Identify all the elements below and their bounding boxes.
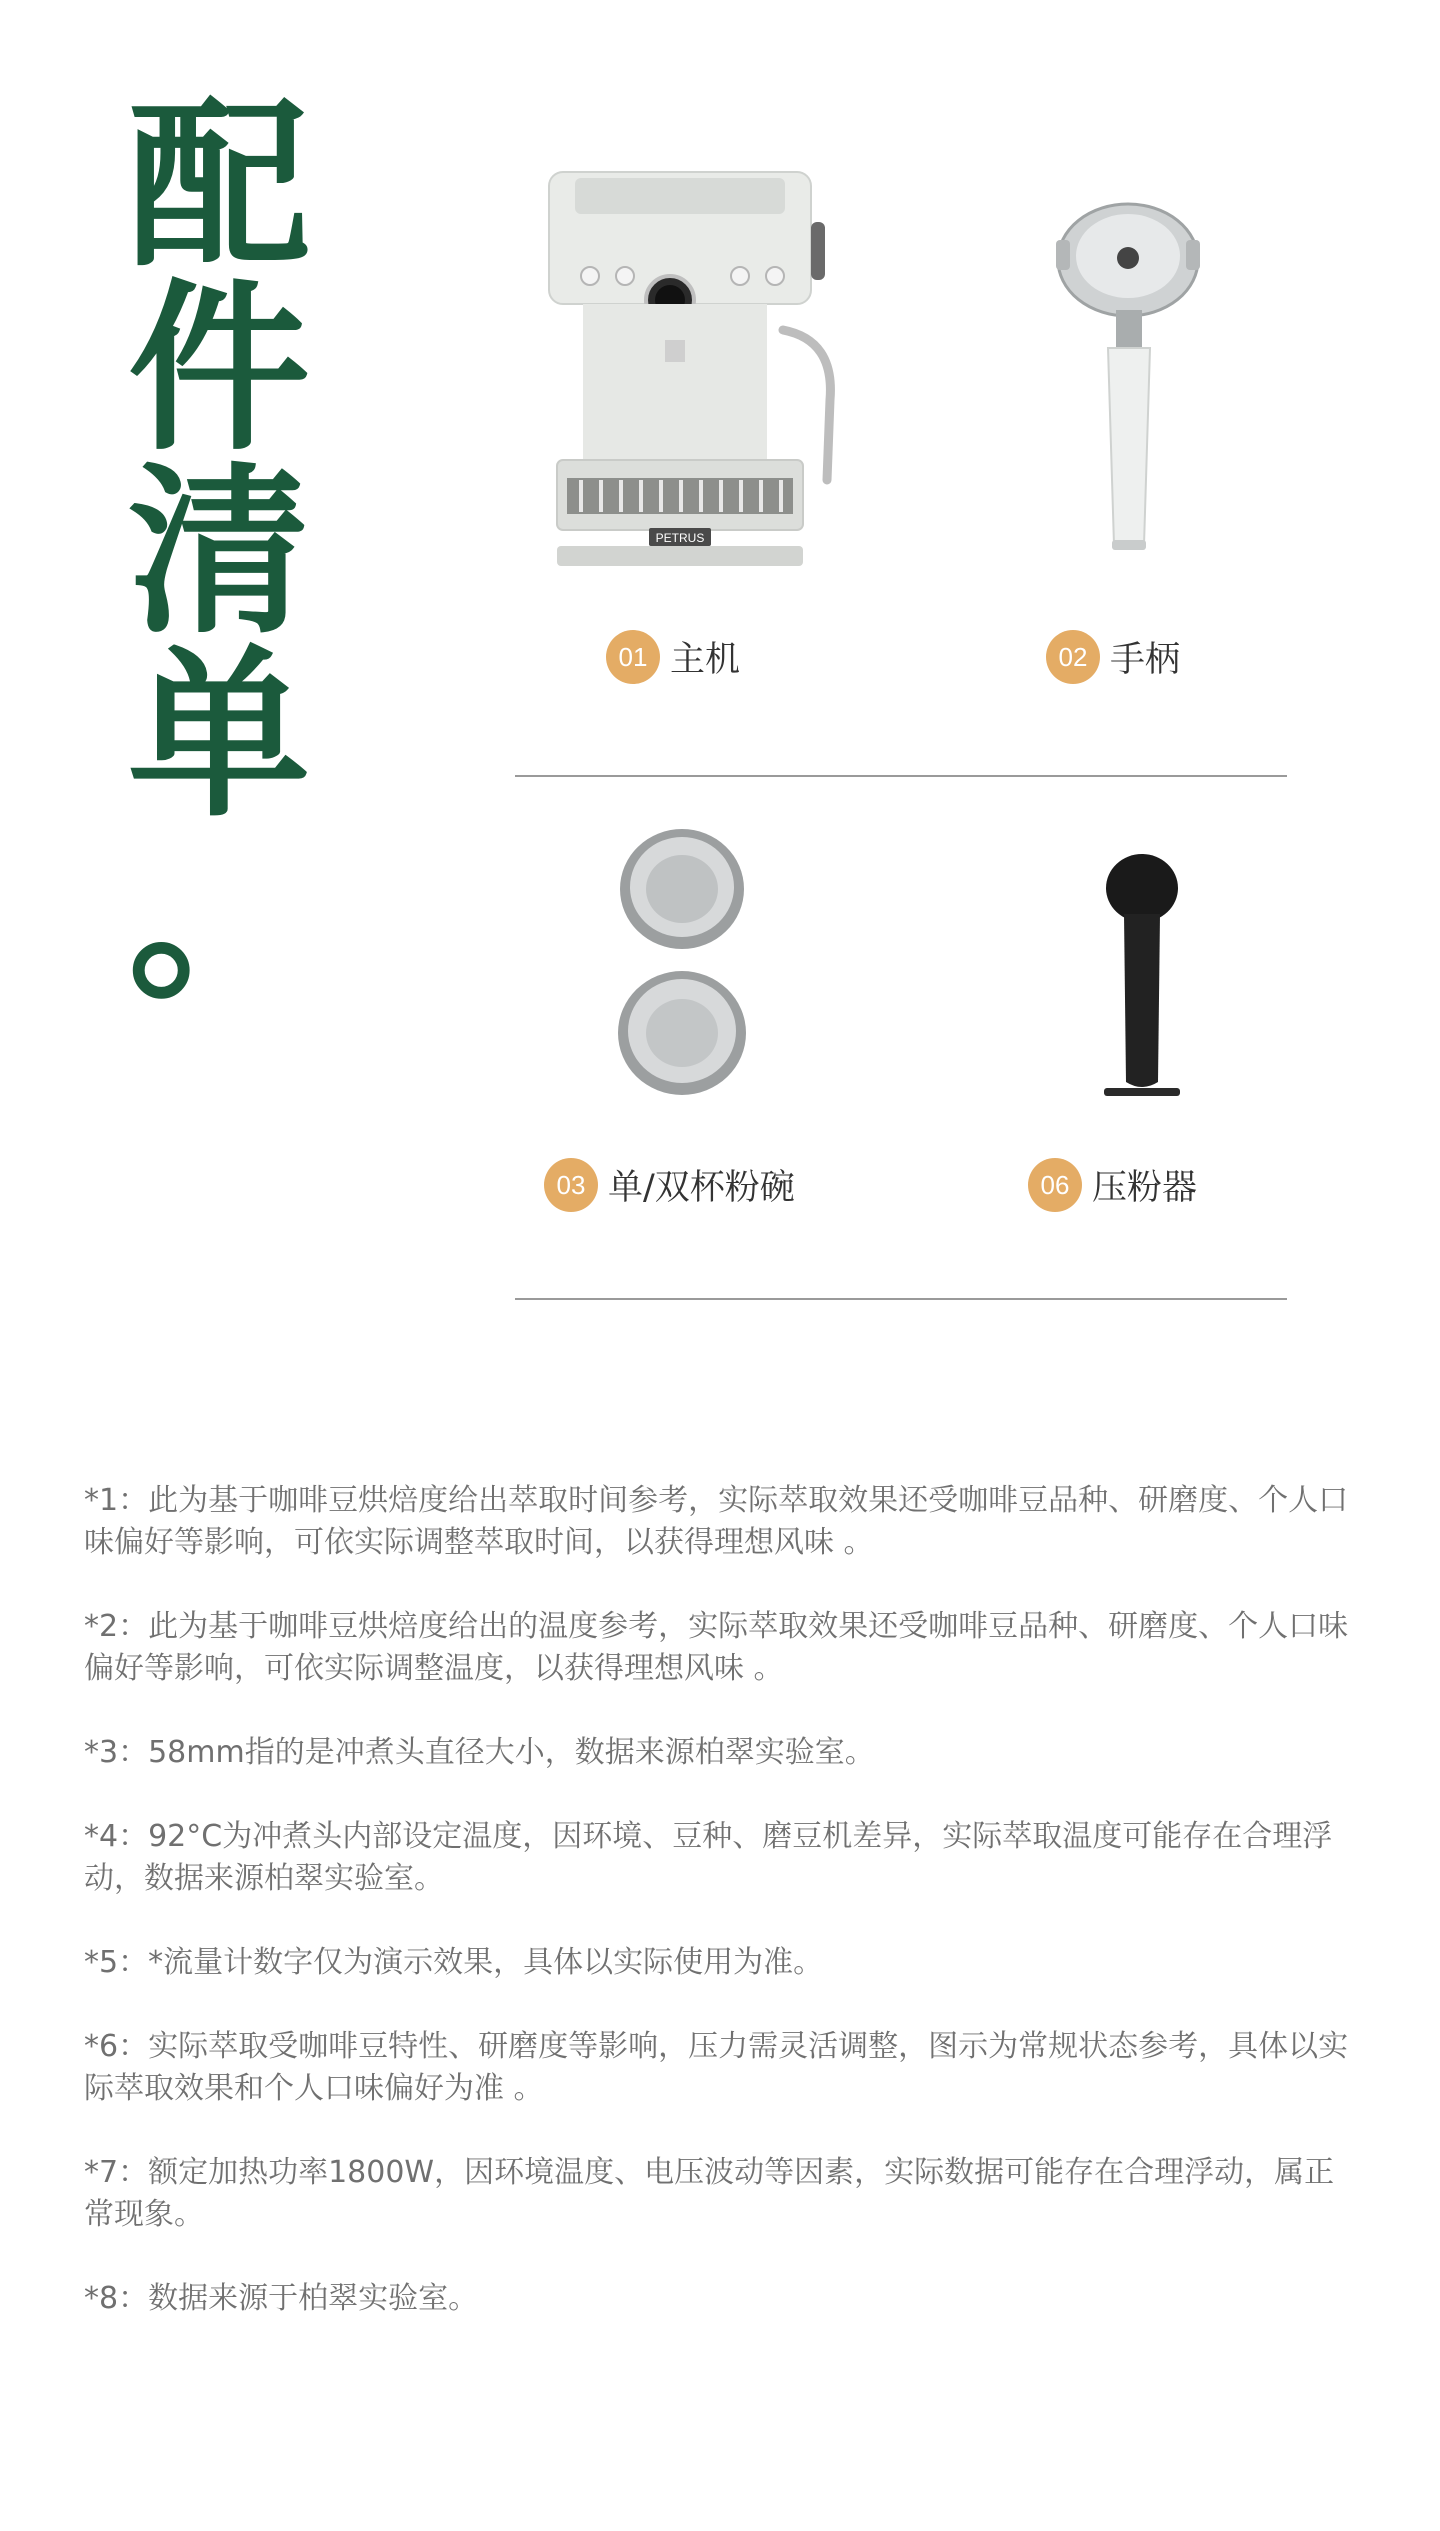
item-name: 压粉器 bbox=[1092, 1168, 1198, 1208]
item-tamper bbox=[1100, 852, 1190, 1102]
item-name: 主机 bbox=[670, 640, 741, 680]
divider bbox=[515, 1298, 1287, 1300]
item-label-02 bbox=[1046, 630, 1180, 684]
item-number-badge: 06 bbox=[1028, 1158, 1082, 1212]
portafilter-icon bbox=[1050, 200, 1210, 570]
title-char: 。 bbox=[128, 812, 310, 1024]
footnote: *3：58mm指的是冲煮头直径大小，数据来源柏翠实验室。 bbox=[84, 1735, 875, 1770]
item-filter-baskets bbox=[612, 825, 752, 1105]
espresso-machine-icon bbox=[545, 160, 885, 580]
item-number-badge: 02 bbox=[1046, 630, 1100, 684]
footnote: *1：此为基于咖啡豆烘焙度给出萃取时间参考，实际萃取效果还受咖啡豆品种、研磨度、个人口味偏好等影响，可依实际调整萃取时间，以获得理想风味 。 bbox=[84, 1483, 1349, 1560]
title-char: 单 bbox=[128, 629, 310, 841]
title-char: 件 bbox=[128, 263, 310, 475]
footnote: *2：此为基于咖啡豆烘焙度给出的温度参考，实际萃取效果还受咖啡豆品种、研磨度、个人口味偏好等影响，可依实际调整温度，以获得理想风味 。 bbox=[84, 1609, 1349, 1686]
item-number-badge: 03 bbox=[544, 1158, 598, 1212]
item-label-01 bbox=[606, 630, 740, 684]
page-title bbox=[128, 80, 310, 1024]
footnote: *7：额定加热功率1800W，因环境温度、电压波动等因素，实际数据可能存在合理浮动，属正常现象。 bbox=[84, 2155, 1335, 2232]
item-portafilter bbox=[1050, 200, 1210, 570]
title-char: 清 bbox=[128, 446, 310, 658]
footnotes bbox=[84, 1480, 1364, 2362]
tamper-icon bbox=[1100, 852, 1190, 1102]
item-label-06 bbox=[1028, 1158, 1197, 1212]
filter-basket-icon bbox=[612, 825, 752, 1105]
item-name: 手柄 bbox=[1110, 640, 1181, 680]
brand-label: PETRUS bbox=[655, 531, 705, 545]
footnote: *4：92°C为冲煮头内部设定温度，因环境、豆种、磨豆机差异，实际萃取温度可能存在合理浮动，数据来源柏翠实验室。 bbox=[84, 1819, 1333, 1896]
item-label-03 bbox=[544, 1158, 795, 1212]
divider bbox=[515, 775, 1287, 777]
item-number-badge: 01 bbox=[606, 630, 660, 684]
title-char: 配 bbox=[128, 80, 310, 292]
footnote: *6：实际萃取受咖啡豆特性、研磨度等影响，压力需灵活调整，图示为常规状态参考，具体以实际萃取效果和个人口味偏好为准 。 bbox=[84, 2029, 1349, 2106]
footnote: *5：*流量计数字仅为演示效果，具体以实际使用为准。 bbox=[84, 1945, 824, 1980]
footnote: *8：数据来源于柏翠实验室。 bbox=[84, 2281, 479, 2316]
item-name: 单/双杯粉碗 bbox=[608, 1168, 795, 1208]
item-main-machine bbox=[545, 160, 885, 580]
